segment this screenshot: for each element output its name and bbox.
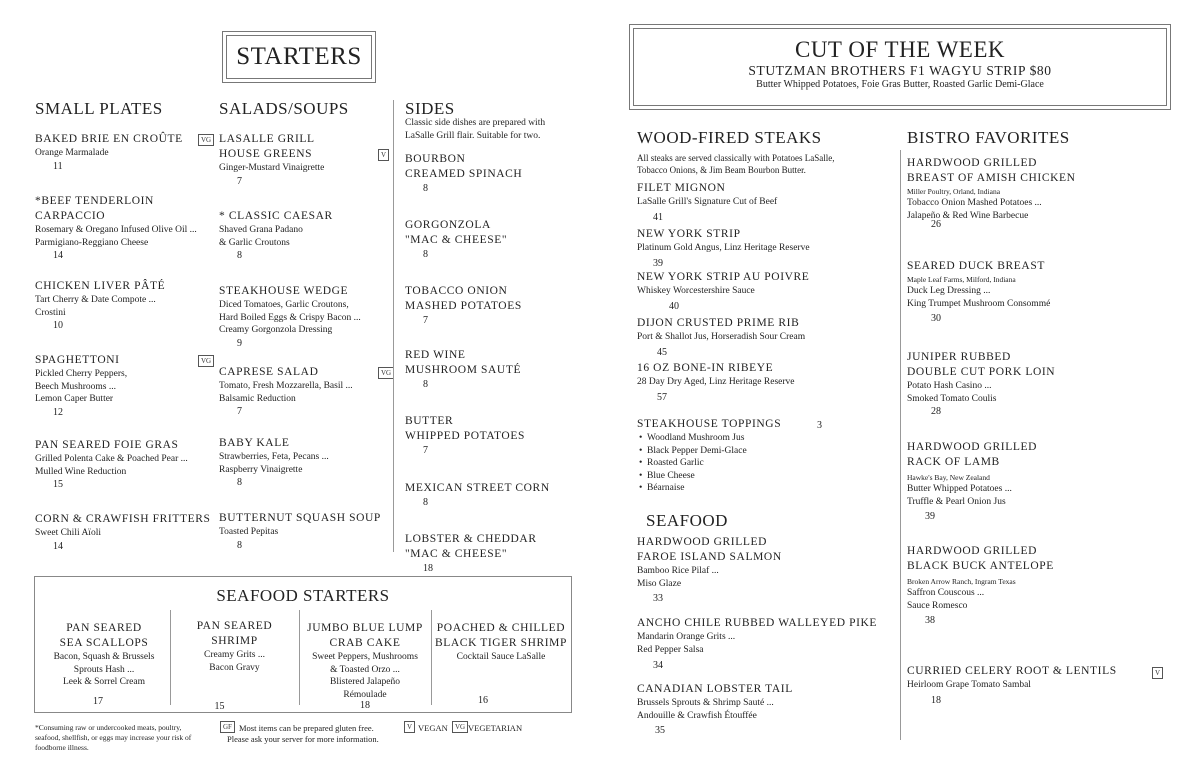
cut-title: CUT OF THE WEEK <box>794 37 1006 62</box>
cut-name: STUTZMAN BROTHERS F1 WAGYU STRIP $80 <box>748 63 1052 78</box>
item-name: *BEEF TENDERLOIN CARPACCIO <box>35 195 154 222</box>
seafood-lobster-tail <box>637 682 887 738</box>
item-price: 57 <box>657 391 667 403</box>
item-name: HARDWOOD GRILLED BREAST OF AMISH CHICKEN <box>907 157 1076 184</box>
item-name: GORGONZOLA "MAC & CHEESE" <box>405 219 508 246</box>
topping-item: • Woodland Mushroom Jus <box>637 432 837 445</box>
steak-new-york-strip <box>637 227 887 271</box>
item-name: HARDWOOD GRILLED RACK OF LAMB <box>907 441 1038 468</box>
item-desc: Diced Tomatoes, Garlic Croutons, Hard Boiled Eggs & Crispy Bacon ... Creamy Gorgonzola Dressing <box>219 300 361 335</box>
vegan-tag: V <box>1152 667 1163 679</box>
item-desc: Tomato, Fresh Mozzarella, Basil ... Balsamic Reduction <box>219 381 353 404</box>
item-desc: Cocktail Sauce LaSalle <box>456 652 546 662</box>
side-street-corn <box>405 481 575 510</box>
side-tobacco-onion-potatoes <box>405 284 565 328</box>
item-desc: 28 Day Dry Aged, Linz Heritage Reserve <box>637 377 795 387</box>
sides-header: SIDES <box>405 99 455 118</box>
menu-item-squash-soup <box>219 511 394 553</box>
item-name: PAN SEARED SEA SCALLOPS <box>59 622 149 649</box>
topping-item: • Béarnaise <box>637 482 837 495</box>
item-price: 7 <box>423 315 428 326</box>
side-whipped-potatoes <box>405 414 565 458</box>
item-name: LOBSTER & CHEDDAR "MAC & CHEESE" <box>405 533 537 560</box>
item-name: JUMBO BLUE LUMP CRAB CAKE <box>307 622 423 649</box>
item-price: 15 <box>53 479 63 490</box>
item-price: 8 <box>237 250 242 261</box>
item-name: PAN SEARED SHRIMP <box>196 620 273 647</box>
item-desc: Mandarin Orange Grits ... Red Pepper Salsa <box>637 632 736 655</box>
vegan-tag: V <box>378 149 389 161</box>
item-price: 39 <box>653 257 663 269</box>
item-desc: Tart Cherry & Date Compote ... Crostini <box>35 295 156 318</box>
seafood-starter-shrimp <box>172 619 297 714</box>
item-desc: Potato Hash Casino ... Smoked Tomato Coulis <box>907 381 997 404</box>
item-price: 18 <box>423 563 433 574</box>
item-desc: Strawberries, Feta, Pecans ... Raspberry Vinaigrette <box>219 452 329 475</box>
gluten-free-tag: GF <box>220 721 235 733</box>
item-price: 33 <box>653 593 663 604</box>
item-origin: Hawke's Bay, New Zealand <box>907 473 990 482</box>
steak-bone-in-ribeye <box>637 361 887 405</box>
item-desc: Ginger-Mustard Vinaigrette <box>219 163 325 173</box>
item-name: BUTTER WHIPPED POTATOES <box>405 415 525 442</box>
item-desc: Bacon, Squash & Brussels Sprouts Hash ... Leek & Sorrel Cream <box>53 652 155 687</box>
menu-item-classic-caesar <box>219 209 391 263</box>
steakhouse-toppings <box>637 417 837 495</box>
item-desc: Bamboo Rice Pilaf ... Miso Glaze <box>637 566 719 589</box>
vegan-legend-tag: V <box>404 721 415 733</box>
starters-title: STARTERS <box>236 43 362 70</box>
item-price: 28 <box>931 406 941 417</box>
menu-item-foie-gras <box>35 438 215 492</box>
seafood-divider-2 <box>299 610 300 705</box>
item-desc: Sweet Peppers, Mushrooms & Toasted Orzo ... Blistered Jalapeño Rémoulade <box>312 652 418 700</box>
menu-item-crawfish-fritters <box>35 512 215 554</box>
item-desc: Saffron Couscous ... Sauce Romesco <box>907 588 985 611</box>
item-name: SEARED DUCK BREAST <box>907 260 1045 272</box>
menu-item-baked-brie <box>35 132 213 174</box>
vegan-legend-text: VEGAN <box>418 723 448 733</box>
seafood-salmon <box>637 535 877 606</box>
small-plates-header: SMALL PLATES <box>35 99 163 118</box>
item-desc: Platinum Gold Angus, Linz Heritage Reserve <box>637 243 810 253</box>
menu-item-chicken-liver-pate <box>35 279 213 333</box>
side-creamed-spinach <box>405 152 565 196</box>
item-price: 8 <box>423 497 428 508</box>
item-desc: Heirloom Grape Tomato Sambal <box>907 680 1031 690</box>
item-desc: Orange Marmalade <box>35 148 109 158</box>
item-price: 8 <box>237 539 242 551</box>
item-price: 8 <box>237 477 242 488</box>
steak-prime-rib <box>637 316 897 360</box>
gluten-free-note: Most items can be prepared gluten free. Please ask your server for more information. <box>227 723 379 744</box>
side-mushroom-saute <box>405 348 565 392</box>
item-desc: Sweet Chili Aïoli <box>35 528 101 538</box>
item-price: 7 <box>237 406 242 417</box>
seafood-divider-3 <box>431 610 432 705</box>
item-price: 40 <box>669 300 679 312</box>
item-name: BOURBON CREAMED SPINACH <box>405 153 523 180</box>
item-name: MEXICAN STREET CORN <box>405 482 550 494</box>
item-origin: Miller Poultry, Orland, Indiana <box>907 187 1001 196</box>
item-price: 34 <box>653 660 663 671</box>
item-desc: Whiskey Worcestershire Sauce <box>637 286 755 296</box>
seafood-header: SEAFOOD <box>646 511 728 530</box>
item-desc: Pickled Cherry Peppers, Beech Mushrooms ... Lemon Caper Butter <box>35 369 128 404</box>
item-price: 11 <box>53 160 63 172</box>
item-price: 14 <box>53 540 63 552</box>
item-name: TOBACCO ONION MASHED POTATOES <box>405 285 522 312</box>
steaks-header: WOOD-FIRED STEAKS <box>637 128 822 147</box>
item-name: RED WINE MUSHROOM SAUTÉ <box>405 349 522 376</box>
item-desc: Shaved Grana Padano & Garlic Croutons <box>219 225 303 248</box>
item-price: 38 <box>925 615 935 626</box>
item-desc: Grilled Polenta Cake & Poached Pear ... Mulled Wine Reduction <box>35 454 188 477</box>
seafood-starter-scallops <box>40 621 168 709</box>
menu-item-house-greens <box>219 132 391 189</box>
seafood-divider-1 <box>170 610 171 705</box>
vegetarian-legend-tag: VG <box>452 721 468 733</box>
item-desc: Tobacco Onion Mashed Potatoes ... Jalapeño & Red Wine Barbecue <box>907 198 1042 221</box>
item-price: 9 <box>237 337 242 349</box>
vegetarian-tag: VG <box>198 134 214 146</box>
item-name: BABY KALE <box>219 437 290 449</box>
bistro-pork-loin <box>907 350 1167 419</box>
item-price: 15 <box>214 701 225 712</box>
item-desc: Rosemary & Oregano Infused Olive Oil ... Parmigiano-Reggiano Cheese <box>35 225 197 248</box>
seafood-starters-header: SEAFOOD STARTERS <box>216 586 390 605</box>
item-name: ANCHO CHILE RUBBED WALLEYED PIKE <box>637 617 878 629</box>
item-desc: Brussels Sprouts & Shrimp Sauté ... Andouille & Crawfish Étouffée <box>637 698 774 721</box>
salads-soups-header: SALADS/SOUPS <box>219 99 349 118</box>
raw-food-disclaimer: *Consuming raw or undercooked meats, poultry, seafood, shellfish, or eggs may increase your risk of foodborne illness. <box>35 723 192 752</box>
item-name: BUTTERNUT SQUASH SOUP <box>219 512 381 524</box>
bistro-black-buck-antelope <box>907 544 1167 628</box>
vegetarian-tag: VG <box>378 367 394 379</box>
toppings-price: 3 <box>817 420 822 431</box>
toppings-list <box>637 432 837 495</box>
menu-item-caprese-salad <box>219 365 391 419</box>
topping-item: • Blue Cheese <box>637 470 837 483</box>
item-desc: Creamy Grits ... Bacon Gravy <box>204 650 265 673</box>
item-price: 35 <box>655 725 665 736</box>
item-name: NEW YORK STRIP <box>637 228 741 240</box>
item-price: 14 <box>53 250 63 261</box>
item-name: DIJON CRUSTED PRIME RIB <box>637 317 800 329</box>
item-price: 30 <box>931 313 941 324</box>
cut-desc: Butter Whipped Potatoes, Foie Gras Butter, Roasted Garlic Demi-Glace <box>756 79 1044 90</box>
item-price: 26 <box>931 219 941 230</box>
menu-item-beef-carpaccio <box>35 194 215 263</box>
item-price: 8 <box>423 249 428 260</box>
item-price: 8 <box>423 379 428 390</box>
item-name: 16 OZ BONE-IN RIBEYE <box>637 362 774 374</box>
item-name: FILET MIGNON <box>637 182 726 194</box>
item-desc: Toasted Pepitas <box>219 527 279 537</box>
item-name: * CLASSIC CAESAR <box>219 210 333 222</box>
item-price: 17 <box>93 695 103 707</box>
item-price: 8 <box>423 183 428 194</box>
menu-item-steakhouse-wedge <box>219 284 391 351</box>
item-price: 12 <box>53 406 63 418</box>
item-desc: Port & Shallot Jus, Horseradish Sour Cream <box>637 332 806 342</box>
sides-divider <box>393 100 394 552</box>
bistro-amish-chicken <box>907 156 1167 232</box>
bistro-celery-root-lentils <box>907 664 1167 708</box>
steak-au-poivre <box>637 270 887 314</box>
item-price: 18 <box>931 694 941 706</box>
item-price: 7 <box>237 175 242 187</box>
item-name: SPAGHETTONI <box>35 354 120 366</box>
item-origin: Broken Arrow Ranch, Ingram Texas <box>907 577 1016 586</box>
cut-of-week-box <box>633 28 1167 106</box>
side-gorgonzola-mac <box>405 218 565 262</box>
item-price: 45 <box>657 346 667 358</box>
item-name: CANADIAN LOBSTER TAIL <box>637 683 793 695</box>
item-name: CHICKEN LIVER PÂTÉ <box>35 280 166 292</box>
side-lobster-mac <box>405 532 575 576</box>
bistro-rack-of-lamb <box>907 440 1167 524</box>
toppings-name: STEAKHOUSE TOPPINGS <box>637 418 782 430</box>
topping-item: • Black Pepper Demi-Glace <box>637 445 837 458</box>
topping-item: • Roasted Garlic <box>637 457 837 470</box>
starters-title-box <box>226 35 372 79</box>
item-price: 41 <box>653 211 663 223</box>
item-price: 16 <box>478 694 488 706</box>
item-desc: LaSalle Grill's Signature Cut of Beef <box>637 197 778 207</box>
sides-intro: Classic side dishes are prepared with LaSalle Grill flair. Suitable for two. <box>405 118 546 141</box>
seafood-walleyed-pike <box>637 616 897 673</box>
menu-item-baby-kale <box>219 436 391 490</box>
item-price: 7 <box>423 445 428 456</box>
item-name: JUNIPER RUBBED DOUBLE CUT PORK LOIN <box>907 351 1056 378</box>
item-name: STEAKHOUSE WEDGE <box>219 285 349 297</box>
item-name: CURRIED CELERY ROOT & LENTILS <box>907 665 1117 677</box>
item-origin: Maple Leaf Farms, Milford, Indiana <box>907 275 1016 284</box>
vegetarian-legend-text: VEGETARIAN <box>468 723 523 733</box>
item-name: CORN & CRAWFISH FRITTERS <box>35 513 211 525</box>
bistro-divider <box>900 150 901 740</box>
item-desc: Duck Leg Dressing ... King Trumpet Mushroom Consommé <box>907 286 1051 309</box>
item-name: LASALLE GRILL HOUSE GREENS <box>219 133 315 160</box>
vegetarian-tag: VG <box>198 355 214 367</box>
item-price: 10 <box>53 320 63 331</box>
seafood-starter-tiger-shrimp <box>433 621 569 708</box>
item-name: PAN SEARED FOIE GRAS <box>35 439 179 451</box>
item-name: CAPRESE SALAD <box>219 366 319 378</box>
bistro-header: BISTRO FAVORITES <box>907 128 1070 147</box>
steak-filet-mignon <box>637 181 887 225</box>
item-desc: Butter Whipped Potatoes ... Truffle & Pearl Onion Jus <box>907 484 1012 507</box>
item-price: 18 <box>360 700 370 711</box>
item-name: POACHED & CHILLED BLACK TIGER SHRIMP <box>435 622 567 649</box>
bistro-duck-breast <box>907 259 1167 326</box>
item-name: BAKED BRIE EN CROÛTE <box>35 133 183 145</box>
item-name: NEW YORK STRIP AU POIVRE <box>637 271 810 283</box>
menu-item-spaghettoni <box>35 353 213 420</box>
steaks-intro: All steaks are served classically with Potatoes LaSalle, Tobacco Onions, & Jim Beam Bourbon Butter. <box>637 153 835 175</box>
item-name: HARDWOOD GRILLED BLACK BUCK ANTELOPE <box>907 545 1054 572</box>
item-name: HARDWOOD GRILLED FAROE ISLAND SALMON <box>637 536 782 563</box>
item-price: 39 <box>925 511 935 522</box>
